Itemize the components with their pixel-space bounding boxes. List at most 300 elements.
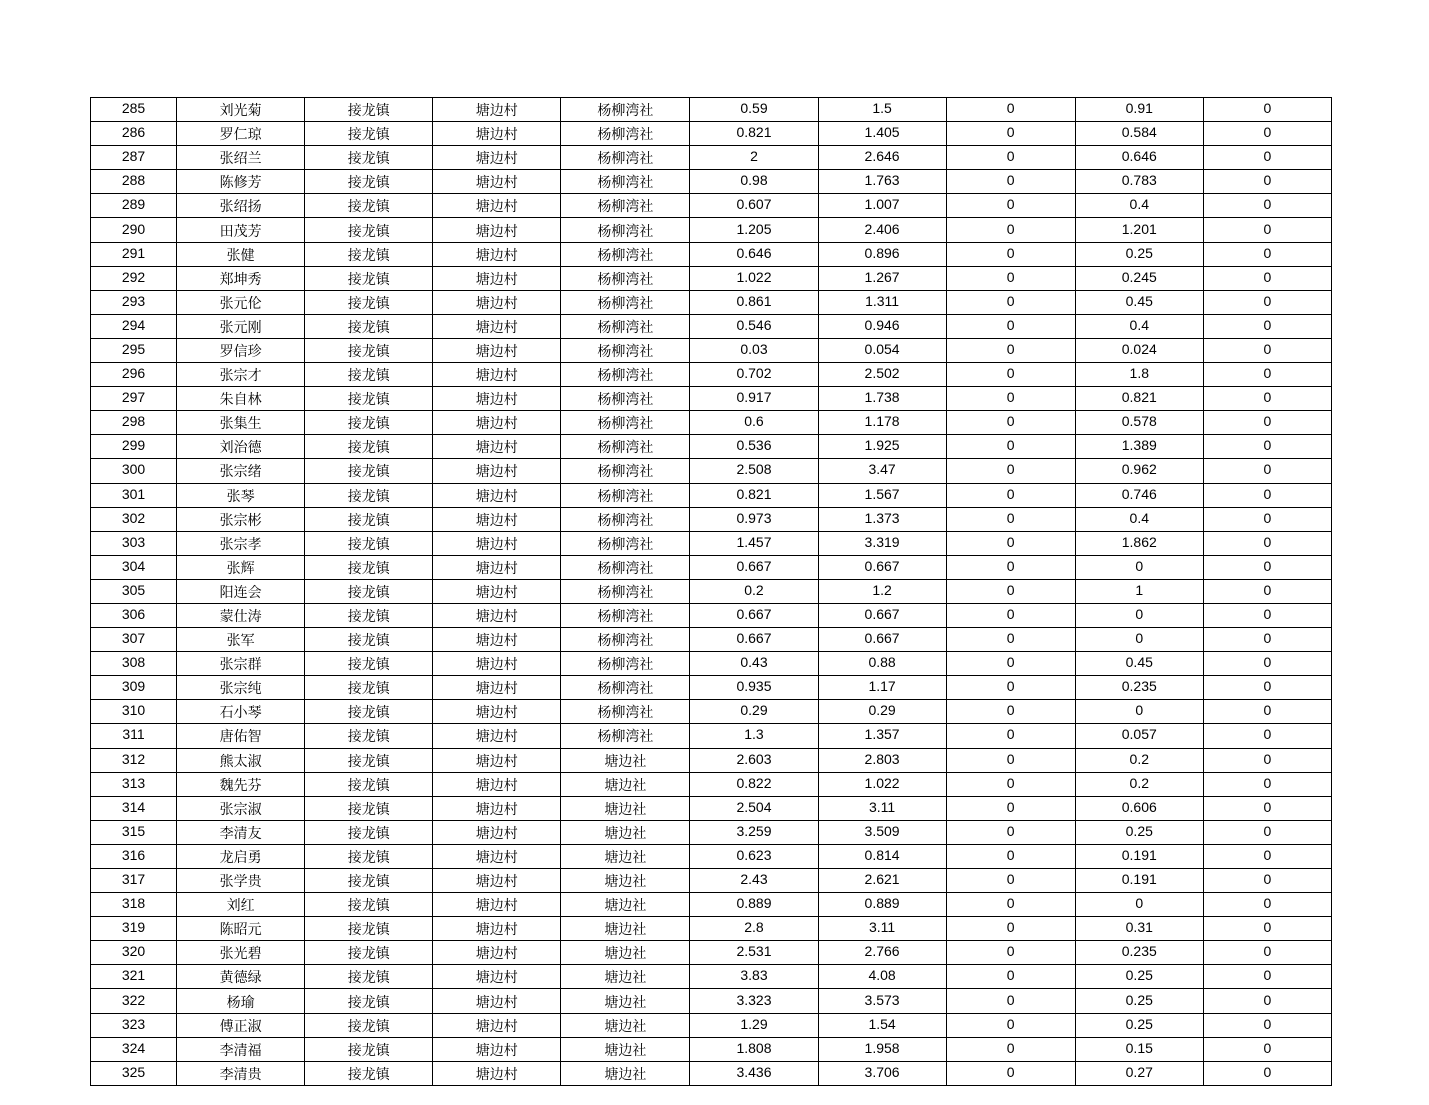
- cell-name: 熊太淑: [177, 748, 305, 772]
- cell-row-number: 305: [91, 579, 177, 603]
- cell-row-number: 301: [91, 483, 177, 507]
- cell-town: 接龙镇: [305, 676, 433, 700]
- cell-town: 接龙镇: [305, 989, 433, 1013]
- cell-town: 接龙镇: [305, 387, 433, 411]
- cell-town: 接龙镇: [305, 893, 433, 917]
- cell-name: 刘光菊: [177, 98, 305, 122]
- cell-value-2: 3.11: [818, 796, 946, 820]
- cell-value-2: 0.29: [818, 700, 946, 724]
- table-row: [91, 483, 1332, 507]
- table-row: [91, 459, 1332, 483]
- table-row: [91, 411, 1332, 435]
- table-row: [91, 242, 1332, 266]
- table-row: [91, 893, 1332, 917]
- cell-value-2: 1.373: [818, 507, 946, 531]
- cell-group: 杨柳湾社: [561, 652, 690, 676]
- cell-value-2: 1.311: [818, 290, 946, 314]
- cell-name: 张元刚: [177, 314, 305, 338]
- cell-name: 阳连会: [177, 579, 305, 603]
- cell-value-5: 0: [1203, 531, 1331, 555]
- cell-value-1: 0.821: [690, 122, 818, 146]
- cell-value-5: 0: [1203, 363, 1331, 387]
- cell-value-2: 2.406: [818, 218, 946, 242]
- cell-value-5: 0: [1203, 338, 1331, 362]
- cell-row-number: 325: [91, 1061, 177, 1085]
- cell-row-number: 293: [91, 290, 177, 314]
- cell-town: 接龙镇: [305, 772, 433, 796]
- table-row: [91, 652, 1332, 676]
- table-row: [91, 387, 1332, 411]
- cell-row-number: 310: [91, 700, 177, 724]
- cell-name: 傅正淑: [177, 1013, 305, 1037]
- table-row: [91, 748, 1332, 772]
- cell-value-4: 0.646: [1075, 146, 1203, 170]
- cell-value-3: 0: [946, 531, 1075, 555]
- cell-value-3: 0: [946, 98, 1075, 122]
- cell-value-5: 0: [1203, 483, 1331, 507]
- cell-value-3: 0: [946, 869, 1075, 893]
- cell-value-3: 0: [946, 122, 1075, 146]
- cell-row-number: 320: [91, 941, 177, 965]
- cell-name: 张宗纯: [177, 676, 305, 700]
- cell-village: 塘边村: [433, 869, 561, 893]
- table-row: [91, 98, 1332, 122]
- cell-value-4: 0: [1075, 603, 1203, 627]
- cell-group: 塘边社: [561, 1037, 690, 1061]
- cell-value-5: 0: [1203, 603, 1331, 627]
- table-row: [91, 1061, 1332, 1085]
- cell-value-4: 1.862: [1075, 531, 1203, 555]
- cell-village: 塘边村: [433, 459, 561, 483]
- cell-value-1: 0.667: [690, 555, 818, 579]
- cell-value-2: 3.706: [818, 1061, 946, 1085]
- cell-row-number: 322: [91, 989, 177, 1013]
- cell-value-1: 0.935: [690, 676, 818, 700]
- cell-value-2: 3.11: [818, 917, 946, 941]
- cell-town: 接龙镇: [305, 820, 433, 844]
- cell-value-2: 0.88: [818, 652, 946, 676]
- cell-value-3: 0: [946, 965, 1075, 989]
- cell-town: 接龙镇: [305, 1013, 433, 1037]
- cell-value-5: 0: [1203, 844, 1331, 868]
- cell-value-4: 0.45: [1075, 290, 1203, 314]
- cell-value-4: 0: [1075, 628, 1203, 652]
- cell-value-2: 2.766: [818, 941, 946, 965]
- cell-value-3: 0: [946, 411, 1075, 435]
- cell-village: 塘边村: [433, 893, 561, 917]
- cell-village: 塘边村: [433, 363, 561, 387]
- cell-row-number: 306: [91, 603, 177, 627]
- cell-town: 接龙镇: [305, 170, 433, 194]
- cell-value-4: 0.4: [1075, 314, 1203, 338]
- cell-value-1: 0.59: [690, 98, 818, 122]
- cell-town: 接龙镇: [305, 1037, 433, 1061]
- cell-value-4: 0.31: [1075, 917, 1203, 941]
- cell-value-1: 2.531: [690, 941, 818, 965]
- cell-value-1: 3.436: [690, 1061, 818, 1085]
- table-row: [91, 1037, 1332, 1061]
- cell-value-1: 3.323: [690, 989, 818, 1013]
- cell-value-3: 0: [946, 603, 1075, 627]
- cell-value-1: 0.2: [690, 579, 818, 603]
- cell-value-3: 0: [946, 579, 1075, 603]
- table-body: [91, 98, 1332, 1086]
- cell-value-3: 0: [946, 796, 1075, 820]
- cell-town: 接龙镇: [305, 314, 433, 338]
- cell-town: 接龙镇: [305, 98, 433, 122]
- cell-village: 塘边村: [433, 965, 561, 989]
- cell-value-5: 0: [1203, 772, 1331, 796]
- cell-name: 张辉: [177, 555, 305, 579]
- cell-group: 塘边社: [561, 941, 690, 965]
- cell-row-number: 294: [91, 314, 177, 338]
- cell-village: 塘边村: [433, 989, 561, 1013]
- cell-row-number: 299: [91, 435, 177, 459]
- cell-value-2: 1.763: [818, 170, 946, 194]
- cell-town: 接龙镇: [305, 652, 433, 676]
- cell-value-1: 0.917: [690, 387, 818, 411]
- cell-village: 塘边村: [433, 338, 561, 362]
- cell-village: 塘边村: [433, 170, 561, 194]
- cell-row-number: 298: [91, 411, 177, 435]
- cell-name: 张集生: [177, 411, 305, 435]
- cell-value-4: 0.25: [1075, 965, 1203, 989]
- cell-value-3: 0: [946, 724, 1075, 748]
- cell-value-1: 0.536: [690, 435, 818, 459]
- cell-value-2: 0.889: [818, 893, 946, 917]
- cell-group: 杨柳湾社: [561, 555, 690, 579]
- cell-row-number: 289: [91, 194, 177, 218]
- cell-value-3: 0: [946, 314, 1075, 338]
- table-row: [91, 603, 1332, 627]
- cell-value-5: 0: [1203, 218, 1331, 242]
- table-row: [91, 218, 1332, 242]
- cell-village: 塘边村: [433, 844, 561, 868]
- cell-value-2: 1.5: [818, 98, 946, 122]
- cell-value-2: 1.567: [818, 483, 946, 507]
- cell-town: 接龙镇: [305, 1061, 433, 1085]
- cell-group: 杨柳湾社: [561, 98, 690, 122]
- cell-value-4: 0.25: [1075, 820, 1203, 844]
- cell-value-2: 1.958: [818, 1037, 946, 1061]
- cell-town: 接龙镇: [305, 869, 433, 893]
- cell-value-4: 0.235: [1075, 941, 1203, 965]
- cell-name: 石小琴: [177, 700, 305, 724]
- cell-village: 塘边村: [433, 555, 561, 579]
- cell-village: 塘边村: [433, 242, 561, 266]
- cell-value-2: 0.896: [818, 242, 946, 266]
- cell-group: 塘边社: [561, 869, 690, 893]
- table-row: [91, 531, 1332, 555]
- cell-group: 杨柳湾社: [561, 218, 690, 242]
- cell-value-1: 0.667: [690, 628, 818, 652]
- cell-value-2: 4.08: [818, 965, 946, 989]
- cell-value-4: 0.191: [1075, 869, 1203, 893]
- cell-value-5: 0: [1203, 507, 1331, 531]
- cell-group: 杨柳湾社: [561, 194, 690, 218]
- cell-value-4: 0: [1075, 555, 1203, 579]
- cell-value-5: 0: [1203, 290, 1331, 314]
- cell-row-number: 323: [91, 1013, 177, 1037]
- cell-value-5: 0: [1203, 893, 1331, 917]
- cell-value-3: 0: [946, 170, 1075, 194]
- cell-value-5: 0: [1203, 266, 1331, 290]
- table-row: [91, 194, 1332, 218]
- cell-value-4: 0.245: [1075, 266, 1203, 290]
- cell-town: 接龙镇: [305, 338, 433, 362]
- cell-name: 龙启勇: [177, 844, 305, 868]
- cell-value-3: 0: [946, 194, 1075, 218]
- cell-name: 刘治德: [177, 435, 305, 459]
- cell-value-5: 0: [1203, 748, 1331, 772]
- cell-group: 杨柳湾社: [561, 411, 690, 435]
- cell-group: 杨柳湾社: [561, 507, 690, 531]
- cell-village: 塘边村: [433, 122, 561, 146]
- cell-group: 杨柳湾社: [561, 242, 690, 266]
- cell-value-3: 0: [946, 820, 1075, 844]
- cell-village: 塘边村: [433, 676, 561, 700]
- cell-row-number: 290: [91, 218, 177, 242]
- cell-value-1: 0.03: [690, 338, 818, 362]
- cell-value-2: 1.925: [818, 435, 946, 459]
- cell-value-1: 2.603: [690, 748, 818, 772]
- cell-value-1: 3.83: [690, 965, 818, 989]
- cell-value-5: 0: [1203, 555, 1331, 579]
- cell-village: 塘边村: [433, 748, 561, 772]
- cell-town: 接龙镇: [305, 579, 433, 603]
- cell-value-4: 0.024: [1075, 338, 1203, 362]
- table-row: [91, 555, 1332, 579]
- cell-row-number: 303: [91, 531, 177, 555]
- cell-town: 接龙镇: [305, 266, 433, 290]
- cell-town: 接龙镇: [305, 242, 433, 266]
- cell-village: 塘边村: [433, 146, 561, 170]
- cell-value-4: 0.4: [1075, 194, 1203, 218]
- cell-group: 塘边社: [561, 1061, 690, 1085]
- cell-value-5: 0: [1203, 579, 1331, 603]
- cell-value-1: 1.3: [690, 724, 818, 748]
- cell-name: 张宗绪: [177, 459, 305, 483]
- cell-group: 塘边社: [561, 1013, 690, 1037]
- cell-row-number: 316: [91, 844, 177, 868]
- cell-row-number: 304: [91, 555, 177, 579]
- cell-value-1: 0.546: [690, 314, 818, 338]
- cell-value-4: 0.91: [1075, 98, 1203, 122]
- cell-town: 接龙镇: [305, 483, 433, 507]
- cell-value-3: 0: [946, 555, 1075, 579]
- cell-name: 杨瑜: [177, 989, 305, 1013]
- cell-value-2: 2.803: [818, 748, 946, 772]
- cell-value-3: 0: [946, 387, 1075, 411]
- cell-row-number: 291: [91, 242, 177, 266]
- cell-value-3: 0: [946, 242, 1075, 266]
- cell-value-1: 0.646: [690, 242, 818, 266]
- cell-value-2: 2.646: [818, 146, 946, 170]
- cell-value-2: 1.17: [818, 676, 946, 700]
- cell-row-number: 296: [91, 363, 177, 387]
- cell-value-3: 0: [946, 652, 1075, 676]
- cell-row-number: 285: [91, 98, 177, 122]
- cell-value-3: 0: [946, 483, 1075, 507]
- cell-value-1: 0.861: [690, 290, 818, 314]
- cell-town: 接龙镇: [305, 507, 433, 531]
- cell-group: 杨柳湾社: [561, 676, 690, 700]
- table-row: [91, 146, 1332, 170]
- cell-value-5: 0: [1203, 700, 1331, 724]
- cell-group: 杨柳湾社: [561, 122, 690, 146]
- cell-value-1: 0.98: [690, 170, 818, 194]
- cell-value-3: 0: [946, 893, 1075, 917]
- cell-town: 接龙镇: [305, 122, 433, 146]
- cell-value-4: 0.25: [1075, 242, 1203, 266]
- cell-value-2: 0.667: [818, 628, 946, 652]
- cell-village: 塘边村: [433, 772, 561, 796]
- cell-group: 塘边社: [561, 965, 690, 989]
- cell-value-4: 0.821: [1075, 387, 1203, 411]
- cell-value-5: 0: [1203, 917, 1331, 941]
- cell-name: 李清贵: [177, 1061, 305, 1085]
- cell-value-1: 1.808: [690, 1037, 818, 1061]
- cell-name: 李清友: [177, 820, 305, 844]
- cell-value-5: 0: [1203, 1061, 1331, 1085]
- cell-value-1: 0.29: [690, 700, 818, 724]
- cell-town: 接龙镇: [305, 555, 433, 579]
- cell-value-4: 0.25: [1075, 989, 1203, 1013]
- cell-value-5: 0: [1203, 628, 1331, 652]
- cell-group: 杨柳湾社: [561, 579, 690, 603]
- cell-name: 刘红: [177, 893, 305, 917]
- cell-value-4: 0.27: [1075, 1061, 1203, 1085]
- cell-town: 接龙镇: [305, 411, 433, 435]
- cell-town: 接龙镇: [305, 531, 433, 555]
- cell-row-number: 308: [91, 652, 177, 676]
- cell-town: 接龙镇: [305, 796, 433, 820]
- cell-name: 黄德绿: [177, 965, 305, 989]
- cell-value-3: 0: [946, 676, 1075, 700]
- cell-group: 塘边社: [561, 893, 690, 917]
- cell-group: 塘边社: [561, 772, 690, 796]
- cell-name: 张宗孝: [177, 531, 305, 555]
- table-row: [91, 1013, 1332, 1037]
- cell-row-number: 312: [91, 748, 177, 772]
- cell-value-2: 0.667: [818, 555, 946, 579]
- table-row: [91, 266, 1332, 290]
- cell-value-4: 0.606: [1075, 796, 1203, 820]
- cell-value-5: 0: [1203, 122, 1331, 146]
- cell-row-number: 286: [91, 122, 177, 146]
- cell-name: 李清福: [177, 1037, 305, 1061]
- cell-name: 张宗彬: [177, 507, 305, 531]
- cell-group: 杨柳湾社: [561, 531, 690, 555]
- cell-name: 张绍扬: [177, 194, 305, 218]
- table-row: [91, 844, 1332, 868]
- cell-value-1: 2.43: [690, 869, 818, 893]
- cell-town: 接龙镇: [305, 218, 433, 242]
- cell-village: 塘边村: [433, 314, 561, 338]
- cell-value-1: 0.43: [690, 652, 818, 676]
- cell-value-1: 2.504: [690, 796, 818, 820]
- cell-name: 蒙仕涛: [177, 603, 305, 627]
- cell-value-4: 0.191: [1075, 844, 1203, 868]
- cell-value-5: 0: [1203, 1037, 1331, 1061]
- cell-row-number: 318: [91, 893, 177, 917]
- cell-value-1: 1.457: [690, 531, 818, 555]
- cell-row-number: 302: [91, 507, 177, 531]
- cell-row-number: 311: [91, 724, 177, 748]
- cell-value-5: 0: [1203, 387, 1331, 411]
- cell-row-number: 321: [91, 965, 177, 989]
- table-row: [91, 290, 1332, 314]
- cell-value-2: 1.54: [818, 1013, 946, 1037]
- cell-village: 塘边村: [433, 941, 561, 965]
- cell-value-2: 3.47: [818, 459, 946, 483]
- cell-row-number: 315: [91, 820, 177, 844]
- cell-name: 张琴: [177, 483, 305, 507]
- cell-value-5: 0: [1203, 459, 1331, 483]
- table-row: [91, 820, 1332, 844]
- cell-row-number: 314: [91, 796, 177, 820]
- cell-village: 塘边村: [433, 1013, 561, 1037]
- cell-name: 张学贵: [177, 869, 305, 893]
- table-row: [91, 941, 1332, 965]
- cell-village: 塘边村: [433, 218, 561, 242]
- cell-name: 张光碧: [177, 941, 305, 965]
- cell-name: 张宗群: [177, 652, 305, 676]
- cell-value-1: 0.702: [690, 363, 818, 387]
- cell-value-1: 1.022: [690, 266, 818, 290]
- cell-value-2: 0.054: [818, 338, 946, 362]
- cell-town: 接龙镇: [305, 146, 433, 170]
- cell-value-2: 1.2: [818, 579, 946, 603]
- cell-value-5: 0: [1203, 194, 1331, 218]
- cell-value-3: 0: [946, 1037, 1075, 1061]
- cell-town: 接龙镇: [305, 917, 433, 941]
- cell-name: 罗仁琼: [177, 122, 305, 146]
- cell-value-1: 0.667: [690, 603, 818, 627]
- cell-value-1: 0.607: [690, 194, 818, 218]
- cell-row-number: 300: [91, 459, 177, 483]
- cell-village: 塘边村: [433, 411, 561, 435]
- cell-value-3: 0: [946, 218, 1075, 242]
- cell-value-1: 0.623: [690, 844, 818, 868]
- cell-name: 张绍兰: [177, 146, 305, 170]
- cell-group: 杨柳湾社: [561, 170, 690, 194]
- table-row: [91, 700, 1332, 724]
- cell-group: 塘边社: [561, 917, 690, 941]
- cell-value-4: 0.962: [1075, 459, 1203, 483]
- cell-value-4: 0.25: [1075, 1013, 1203, 1037]
- cell-town: 接龙镇: [305, 194, 433, 218]
- cell-group: 杨柳湾社: [561, 266, 690, 290]
- cell-row-number: 309: [91, 676, 177, 700]
- cell-name: 郑坤秀: [177, 266, 305, 290]
- cell-name: 陈修芳: [177, 170, 305, 194]
- cell-value-2: 2.502: [818, 363, 946, 387]
- cell-village: 塘边村: [433, 820, 561, 844]
- cell-group: 杨柳湾社: [561, 700, 690, 724]
- cell-row-number: 297: [91, 387, 177, 411]
- cell-group: 塘边社: [561, 844, 690, 868]
- table-row: [91, 724, 1332, 748]
- cell-value-5: 0: [1203, 676, 1331, 700]
- cell-value-5: 0: [1203, 724, 1331, 748]
- cell-village: 塘边村: [433, 917, 561, 941]
- cell-row-number: 319: [91, 917, 177, 941]
- cell-value-3: 0: [946, 700, 1075, 724]
- table-row: [91, 363, 1332, 387]
- cell-value-3: 0: [946, 989, 1075, 1013]
- cell-value-3: 0: [946, 628, 1075, 652]
